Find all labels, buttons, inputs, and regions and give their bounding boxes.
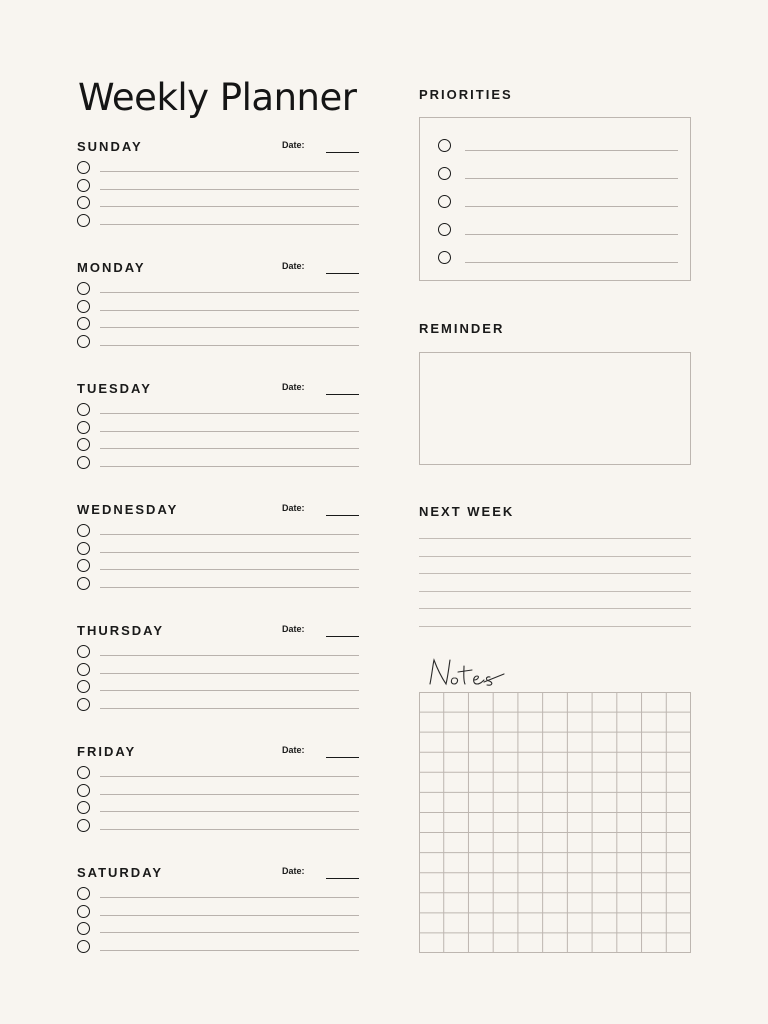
task-row (77, 784, 359, 798)
checkbox-circle[interactable] (77, 421, 90, 434)
task-row (77, 317, 359, 331)
priority-row (438, 139, 678, 153)
checkbox-circle[interactable] (77, 663, 90, 676)
checkbox-circle[interactable] (77, 542, 90, 555)
day-section-thursday (77, 623, 359, 733)
day-section-saturday (77, 865, 359, 975)
priorities-title: PRIORITIES (419, 87, 513, 102)
priority-row (438, 167, 678, 181)
checkbox-circle[interactable] (438, 195, 451, 208)
day-name: TUESDAY (77, 381, 152, 396)
checkbox-circle[interactable] (77, 456, 90, 469)
task-line[interactable] (100, 915, 359, 916)
date-field[interactable] (326, 636, 359, 637)
priority-line[interactable] (465, 262, 678, 263)
task-line[interactable] (100, 708, 359, 709)
checkbox-circle[interactable] (77, 819, 90, 832)
task-line[interactable] (100, 587, 359, 588)
page-title: Weekly Planner (78, 76, 357, 119)
task-line[interactable] (100, 569, 359, 570)
task-row (77, 196, 359, 210)
task-line[interactable] (100, 345, 359, 346)
task-row (77, 403, 359, 417)
checkbox-circle[interactable] (438, 251, 451, 264)
task-row (77, 282, 359, 296)
task-line[interactable] (100, 466, 359, 467)
task-row (77, 438, 359, 452)
task-row (77, 663, 359, 677)
task-row (77, 766, 359, 780)
task-line[interactable] (100, 189, 359, 190)
priority-line[interactable] (465, 150, 678, 151)
checkbox-circle[interactable] (77, 317, 90, 330)
task-line[interactable] (100, 897, 359, 898)
checkbox-circle[interactable] (77, 300, 90, 313)
task-row (77, 698, 359, 712)
day-name: SUNDAY (77, 139, 143, 154)
date-field[interactable] (326, 273, 359, 274)
next-week-line[interactable] (419, 538, 691, 539)
priority-row (438, 251, 678, 265)
priority-row (438, 223, 678, 237)
task-line[interactable] (100, 932, 359, 933)
day-section-wednesday (77, 502, 359, 612)
task-row (77, 680, 359, 694)
checkbox-circle[interactable] (77, 784, 90, 797)
date-label: Date: (282, 382, 305, 392)
task-row (77, 524, 359, 538)
date-field[interactable] (326, 757, 359, 758)
checkbox-circle[interactable] (77, 680, 90, 693)
task-line[interactable] (100, 224, 359, 225)
reminder-title: REMINDER (419, 321, 505, 336)
checkbox-circle[interactable] (77, 179, 90, 192)
task-row (77, 179, 359, 193)
task-line[interactable] (100, 690, 359, 691)
date-field[interactable] (326, 515, 359, 516)
checkbox-circle[interactable] (77, 524, 90, 537)
task-row (77, 559, 359, 573)
task-row (77, 456, 359, 470)
task-row (77, 819, 359, 833)
next-week-line[interactable] (419, 556, 691, 557)
date-field[interactable] (326, 878, 359, 879)
priority-row (438, 195, 678, 209)
day-name: MONDAY (77, 260, 146, 275)
date-label: Date: (282, 140, 305, 150)
task-line[interactable] (100, 776, 359, 777)
date-label: Date: (282, 503, 305, 513)
date-label: Date: (282, 866, 305, 876)
next-week-line[interactable] (419, 608, 691, 609)
date-label: Date: (282, 261, 305, 271)
day-section-friday (77, 744, 359, 854)
task-row (77, 645, 359, 659)
checkbox-circle[interactable] (77, 214, 90, 227)
notes-grid[interactable] (419, 692, 691, 953)
day-name: FRIDAY (77, 744, 137, 759)
priority-line[interactable] (465, 206, 678, 207)
task-row (77, 905, 359, 919)
checkbox-circle[interactable] (77, 403, 90, 416)
task-row (77, 214, 359, 228)
task-line[interactable] (100, 811, 359, 812)
task-row (77, 335, 359, 349)
checkbox-circle[interactable] (77, 438, 90, 451)
notes-script-title (424, 654, 508, 690)
task-row (77, 421, 359, 435)
priority-line[interactable] (465, 178, 678, 179)
next-week-line[interactable] (419, 573, 691, 574)
checkbox-circle[interactable] (77, 577, 90, 590)
task-row (77, 161, 359, 175)
checkbox-circle[interactable] (77, 698, 90, 711)
task-row (77, 577, 359, 591)
task-line[interactable] (100, 413, 359, 414)
checkbox-circle[interactable] (77, 282, 90, 295)
task-line[interactable] (100, 448, 359, 449)
checkbox-circle[interactable] (77, 940, 90, 953)
checkbox-circle[interactable] (77, 801, 90, 814)
day-section-monday (77, 260, 359, 370)
checkbox-circle[interactable] (438, 167, 451, 180)
task-line[interactable] (100, 552, 359, 553)
task-row (77, 542, 359, 556)
task-row (77, 922, 359, 936)
day-section-sunday (77, 139, 359, 249)
date-label: Date: (282, 624, 305, 634)
task-row (77, 887, 359, 901)
priority-line[interactable] (465, 234, 678, 235)
checkbox-circle[interactable] (77, 196, 90, 209)
checkbox-circle[interactable] (77, 905, 90, 918)
day-name: WEDNESDAY (77, 502, 179, 517)
task-row (77, 940, 359, 954)
checkbox-circle[interactable] (77, 335, 90, 348)
checkbox-circle[interactable] (77, 645, 90, 658)
task-line[interactable] (100, 327, 359, 328)
task-line[interactable] (100, 206, 359, 207)
task-line[interactable] (100, 310, 359, 311)
task-line[interactable] (100, 534, 359, 535)
date-label: Date: (282, 745, 305, 755)
checkbox-circle[interactable] (77, 559, 90, 572)
checkbox-circle[interactable] (77, 161, 90, 174)
checkbox-circle[interactable] (77, 922, 90, 935)
task-line[interactable] (100, 655, 359, 656)
task-line[interactable] (100, 673, 359, 674)
day-name: SATURDAY (77, 865, 164, 880)
task-line[interactable] (100, 829, 359, 830)
checkbox-circle[interactable] (438, 223, 451, 236)
task-line[interactable] (100, 171, 359, 172)
task-row (77, 300, 359, 314)
next-week-line[interactable] (419, 626, 691, 627)
day-name: THURSDAY (77, 623, 165, 638)
task-row (77, 801, 359, 815)
task-line[interactable] (100, 431, 359, 432)
checkbox-circle[interactable] (77, 766, 90, 779)
task-line[interactable] (100, 950, 359, 951)
checkbox-circle[interactable] (438, 139, 451, 152)
day-section-tuesday (77, 381, 359, 491)
reminder-box[interactable] (419, 352, 691, 465)
task-line[interactable] (100, 794, 359, 795)
priorities-box (419, 117, 691, 281)
task-line[interactable] (100, 292, 359, 293)
date-field[interactable] (326, 152, 359, 153)
checkbox-circle[interactable] (77, 887, 90, 900)
next-week-line[interactable] (419, 591, 691, 592)
next-week-title: NEXT WEEK (419, 504, 515, 519)
date-field[interactable] (326, 394, 359, 395)
